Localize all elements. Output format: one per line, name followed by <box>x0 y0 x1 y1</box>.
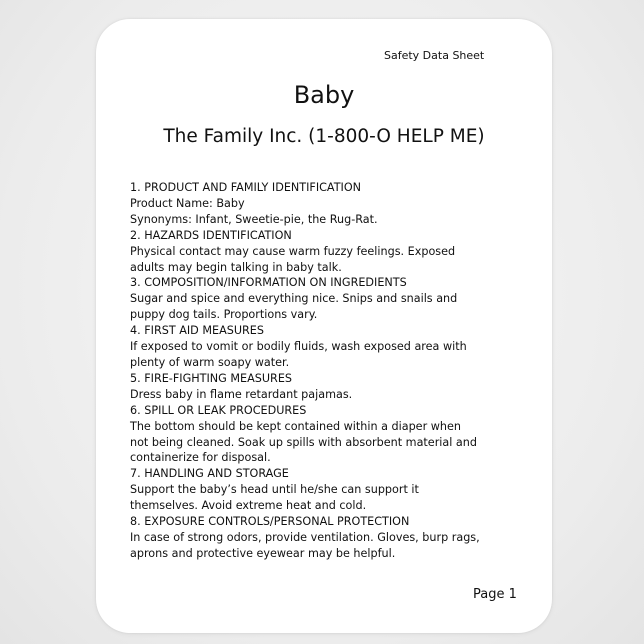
body-line: Physical contact may cause warm fuzzy feelings. Exposed <box>130 244 456 258</box>
section-heading: 2. HAZARDS IDENTIFICATION <box>130 228 292 242</box>
body-line: Dress baby in flame retardant pajamas. <box>130 387 353 401</box>
section-heading: 3. COMPOSITION/INFORMATION ON INGREDIENTS <box>130 276 407 290</box>
document-title: Baby <box>293 81 355 109</box>
section-heading: 8. EXPOSURE CONTROLS/PERSONAL PROTECTION <box>130 515 410 529</box>
body-line: adults may begin talking in baby talk. <box>130 260 342 274</box>
section-heading: 6. SPILL OR LEAK PROCEDURES <box>130 403 307 417</box>
body-line: Sugar and spice and everything nice. Snips and snails and <box>130 292 458 306</box>
section-heading: 1. PRODUCT AND FAMILY IDENTIFICATION <box>130 181 362 194</box>
document-type-label: Safety Data Sheet <box>384 49 485 62</box>
body-line: puppy dog tails. Proportions vary. <box>130 308 318 322</box>
page-number: Page 1 <box>473 587 517 602</box>
body-line: plenty of warm soapy water. <box>130 355 290 369</box>
section-heading: 5. FIRE-FIGHTING MEASURES <box>130 371 292 385</box>
body-line: themselves. Avoid extreme heat and cold. <box>130 499 367 513</box>
body-line: containerize for disposal. <box>130 451 271 465</box>
body-line: Synonyms: Infant, Sweetie-pie, the Rug-Rat. <box>130 212 378 226</box>
company-name: The Family Inc. (1-800-O HELP ME) <box>163 126 485 147</box>
body-line: The bottom should be kept contained within a diaper when <box>130 419 461 433</box>
body-line: If exposed to vomit or bodily fluids, wash exposed area with <box>130 340 467 354</box>
section-heading: 7. HANDLING AND STORAGE <box>130 467 289 481</box>
body-line: Product Name: Baby <box>130 196 245 210</box>
body-line: aprons and protective eyewear may be helpful. <box>130 546 396 560</box>
safety-sheet-body <box>130 180 540 562</box>
body-line: In case of strong odors, provide ventilation. Gloves, burp rags, <box>130 530 480 544</box>
body-line: not being cleaned. Soak up spills with absorbent material and <box>130 435 477 449</box>
section-heading: 4. FIRST AID MEASURES <box>130 324 264 338</box>
body-line: Support the baby’s head until he/she can support it <box>130 483 419 497</box>
